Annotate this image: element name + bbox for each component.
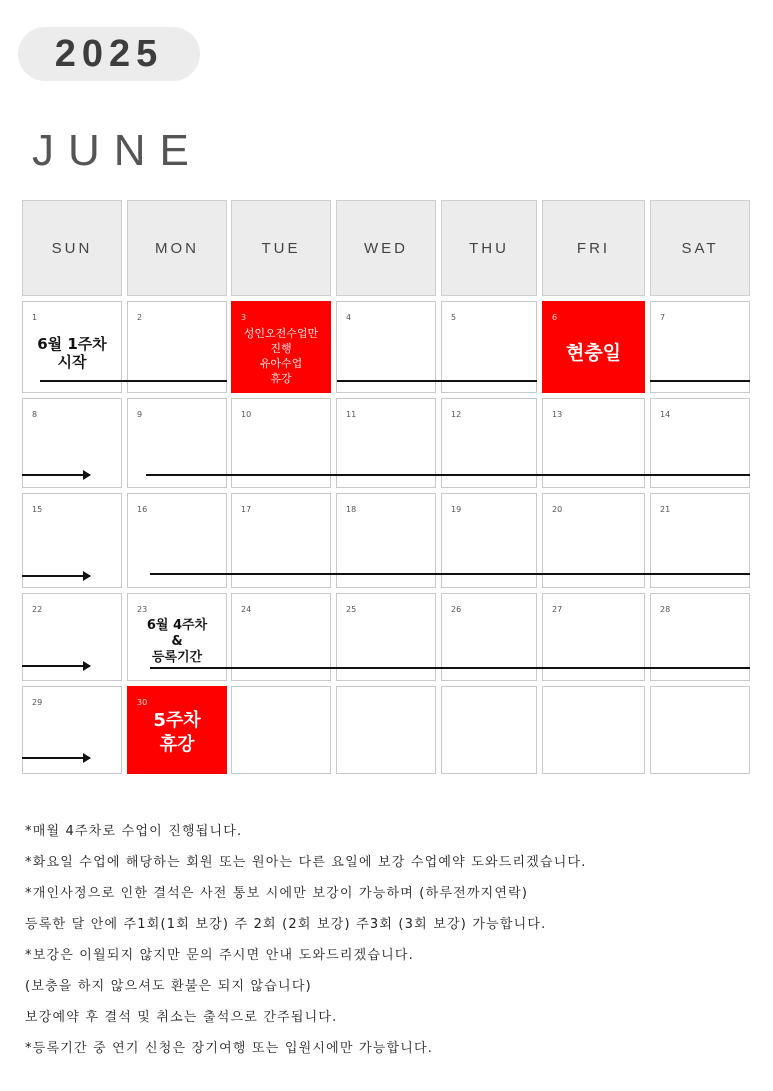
day-number: 6 <box>552 313 558 322</box>
week-span-line <box>40 380 227 382</box>
note-line: *개인사정으로 인한 결석은 사전 통보 시에만 보강이 가능하며 (하루전까지연락) <box>25 886 529 901</box>
day-cell-highlight[interactable] <box>231 301 331 393</box>
weekday-wed: WED <box>336 200 436 296</box>
day-number: 21 <box>660 505 671 514</box>
week-arrow <box>22 474 90 476</box>
weekday-sat: SAT <box>650 200 750 296</box>
notes-section <box>25 820 765 1068</box>
week-span-line <box>150 667 750 669</box>
event-memorial-day: 현충일 <box>565 342 622 364</box>
day-number: 9 <box>137 410 143 419</box>
weekday-sun: SUN <box>22 200 122 296</box>
week-span-line <box>337 380 537 382</box>
day-number: 30 <box>137 698 148 707</box>
day-number: 10 <box>241 410 252 419</box>
day-number: 3 <box>241 313 247 322</box>
day-cell-empty <box>542 686 645 774</box>
note-line: 등록한 달 안에 주1회(1회 보강) 주 2회 (2회 보강) 주3회 (3회 보강) 가능합니다. <box>25 917 547 932</box>
day-number: 20 <box>552 505 563 514</box>
day-number: 15 <box>32 505 43 514</box>
day-cell-highlight[interactable] <box>127 686 227 774</box>
day-number: 2 <box>137 313 143 322</box>
event-week5-off: 5주차 휴강 <box>153 710 201 755</box>
day-number: 14 <box>660 410 671 419</box>
day-number: 22 <box>32 605 43 614</box>
day-cell-empty <box>336 686 436 774</box>
day-number: 4 <box>346 313 352 322</box>
day-number: 8 <box>32 410 38 419</box>
week-arrow <box>22 665 90 667</box>
day-number: 23 <box>137 605 148 614</box>
note-line: (보충을 하지 않으셔도 환불은 되지 않습니다) <box>25 979 312 994</box>
note-line: *화요일 수업에 해당하는 회원 또는 원아는 다른 요일에 보강 수업예약 도와드리겠습니다. <box>25 855 587 870</box>
day-number: 11 <box>346 410 357 419</box>
day-cell-empty <box>231 686 331 774</box>
day-number: 17 <box>241 505 252 514</box>
week-arrow <box>22 575 90 577</box>
week-span-line <box>150 573 750 575</box>
day-number: 29 <box>32 698 43 707</box>
weekday-tue: TUE <box>231 200 331 296</box>
day-cell-highlight[interactable] <box>542 301 645 393</box>
year-badge: 2025 <box>18 27 200 81</box>
note-line: *매월 4주차로 수업이 진행됩니다. <box>25 824 243 839</box>
event-adult-only: 성인오전수업만 진행 유아수업 휴강 <box>243 327 319 385</box>
day-number: 19 <box>451 505 462 514</box>
day-number: 5 <box>451 313 457 322</box>
day-number: 13 <box>552 410 563 419</box>
day-number: 28 <box>660 605 671 614</box>
weekday-fri: FRI <box>542 200 645 296</box>
day-cell[interactable] <box>22 593 122 681</box>
week-span-line <box>650 380 750 382</box>
month-title: JUNE <box>32 126 203 175</box>
event-week4-registration: 6월 4주차 & 등록기간 <box>146 618 208 665</box>
week-span-line <box>146 474 750 476</box>
day-cell-empty <box>441 686 537 774</box>
day-number: 24 <box>241 605 252 614</box>
week-arrow <box>22 757 90 759</box>
day-number: 16 <box>137 505 148 514</box>
day-number: 1 <box>32 313 38 322</box>
weekday-thu: THU <box>441 200 537 296</box>
day-number: 25 <box>346 605 357 614</box>
note-line: *등록기간 중 연기 신청은 장기여행 또는 입원시에만 가능합니다. <box>25 1041 434 1056</box>
day-cell[interactable] <box>22 493 122 588</box>
note-line: *보강은 이월되지 않지만 문의 주시면 안내 도와드리겠습니다. <box>25 948 414 963</box>
day-cell-empty <box>650 686 750 774</box>
day-cell[interactable] <box>22 686 122 774</box>
day-number: 12 <box>451 410 462 419</box>
note-line: 보강예약 후 결석 및 취소는 출석으로 간주됩니다. <box>25 1010 338 1025</box>
day-number: 7 <box>660 313 666 322</box>
day-number: 26 <box>451 605 462 614</box>
weekday-mon: MON <box>127 200 227 296</box>
event-week1-start: 6월 1주차 시작 <box>37 335 107 371</box>
day-number: 27 <box>552 605 563 614</box>
day-number: 18 <box>346 505 357 514</box>
